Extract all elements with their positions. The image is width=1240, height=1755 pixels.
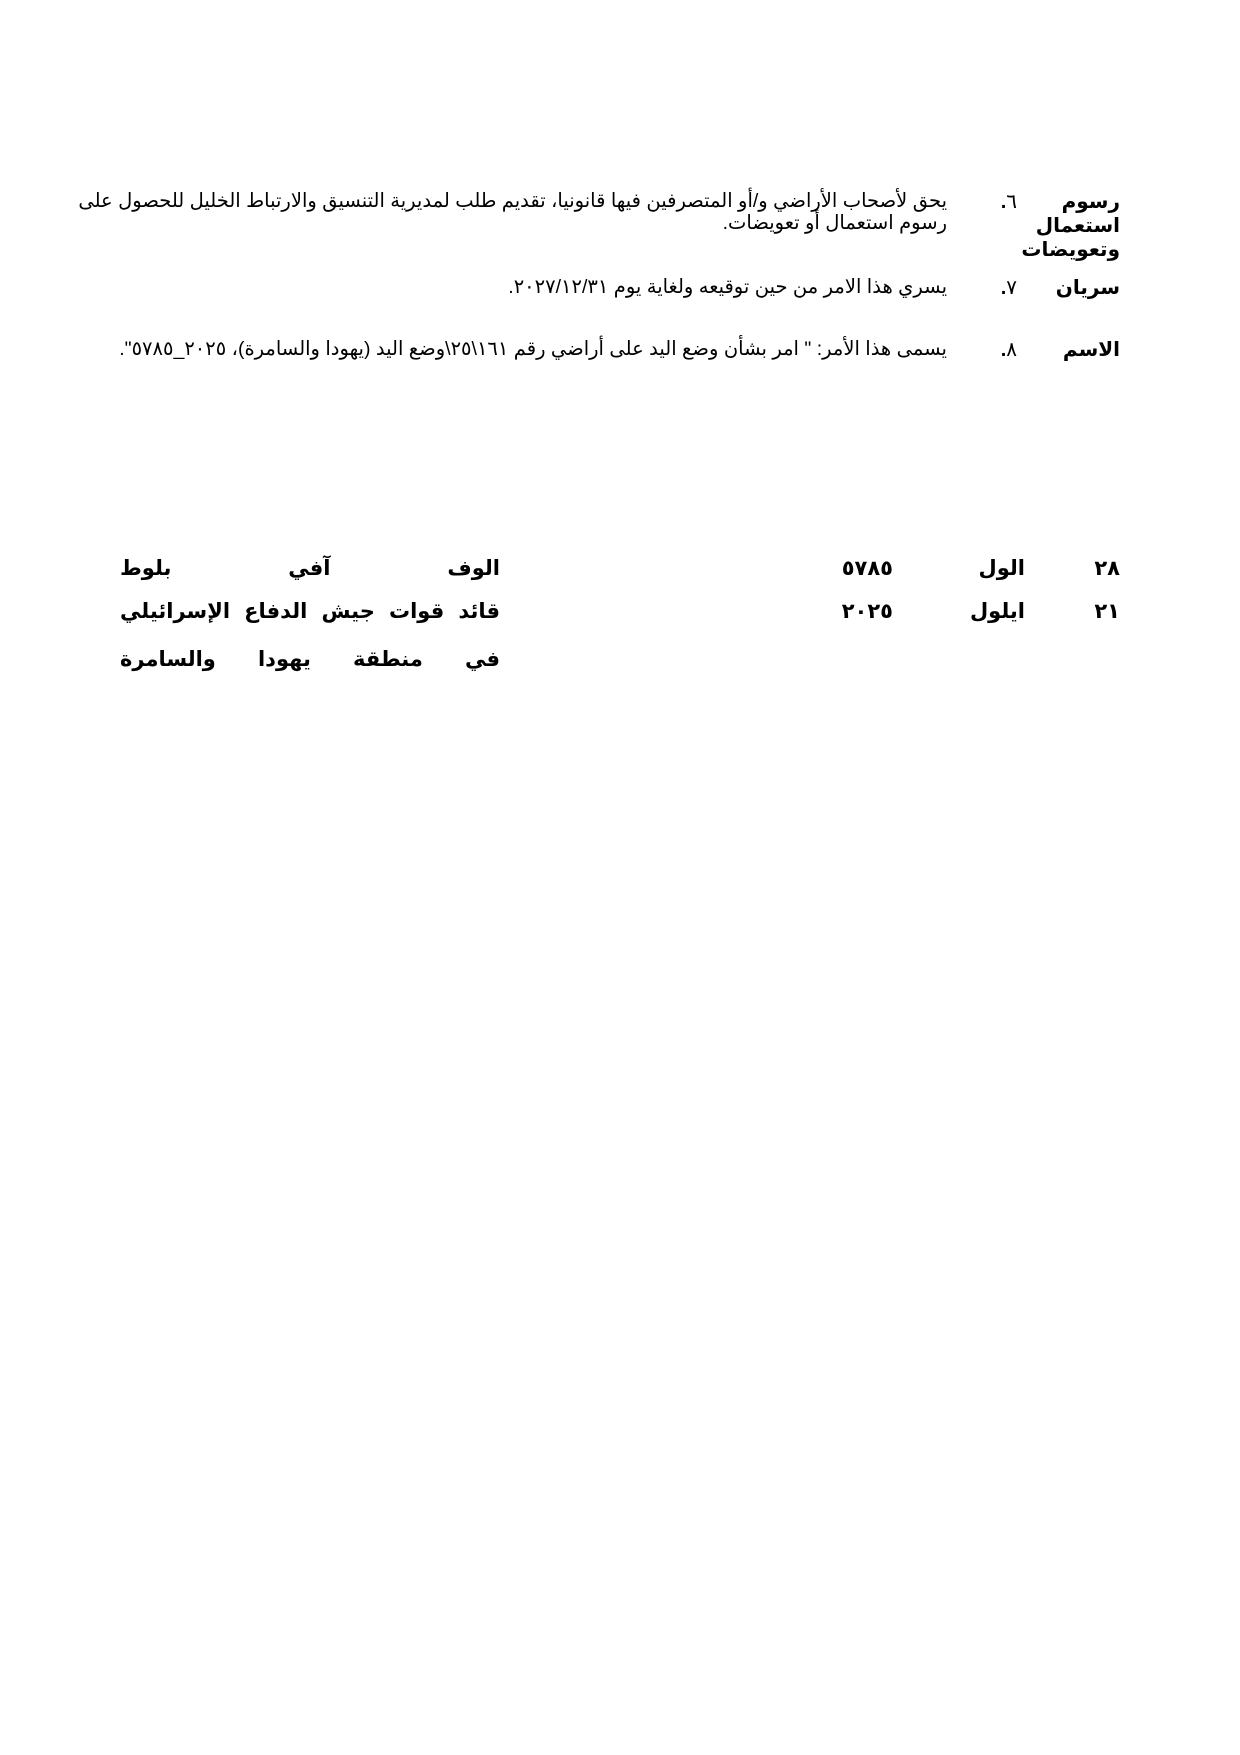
signature-row-3 xyxy=(120,647,1120,677)
clause-6 xyxy=(55,190,1120,262)
clause-number-dot: . xyxy=(1000,277,1007,299)
sign-day: ٢٨ xyxy=(1094,557,1120,580)
clause-text: يسمى هذا الأمر: " امر بشأن وضع اليد على أراضي رقم ١٦١\٢٥\وضع اليد (يهودا والسامرة)، ٢٠٢٥_٥٧٨٥". xyxy=(119,338,947,360)
clause-number-digit: ٨ xyxy=(1006,339,1017,361)
sign-month: ايلول xyxy=(969,600,1025,623)
clause-8 xyxy=(55,338,1120,362)
sign-day: ٢١ xyxy=(1094,600,1120,623)
clause-number xyxy=(947,276,1025,300)
signature-row-2 xyxy=(120,599,1120,629)
sign-year: ٥٧٨٥ xyxy=(841,557,893,580)
clause-number xyxy=(947,338,1025,362)
clause-title xyxy=(1021,190,1120,262)
signatory-name: الوف آفي بلوط xyxy=(120,557,500,580)
signatory-region: في منطقة يهودا والسامرة xyxy=(120,648,500,671)
clause-title xyxy=(1025,276,1120,300)
clause-number-dot: . xyxy=(1000,339,1007,361)
signatory-title: قائد قوات جيش الدفاع الإسرائيلي xyxy=(120,600,500,623)
clause-text: يسري هذا الامر من حين توقيعه ولغاية يوم ٢٠٢٧/١٢/٣١. xyxy=(508,276,947,298)
clause-title-line1: الاسم xyxy=(1062,339,1120,361)
sign-year: ٢٠٢٥ xyxy=(841,600,893,623)
clause-text: يحق لأصحاب الأراضي و/أو المتصرفين فيها قانونيا، تقديم طلب لمديرية التنسيق والارتباط الخليل للحصول على رسوم استعمال أو تعويضات. xyxy=(78,190,947,234)
clause-number-dot: . xyxy=(1000,191,1007,213)
clause-number-digit: ٦ xyxy=(1006,191,1017,213)
clause-title-line1: سريان xyxy=(1055,277,1120,299)
clause-number-digit: ٧ xyxy=(1006,277,1017,299)
signature-row-1 xyxy=(120,556,1120,586)
sign-month: الول xyxy=(978,557,1025,580)
clause-title-line2: وتعويضات xyxy=(1021,239,1120,261)
clause-number xyxy=(947,190,1025,214)
clause-7 xyxy=(55,276,1120,300)
clause-title xyxy=(1025,338,1120,362)
clause-title-line1: رسوم استعمال xyxy=(1035,191,1120,237)
